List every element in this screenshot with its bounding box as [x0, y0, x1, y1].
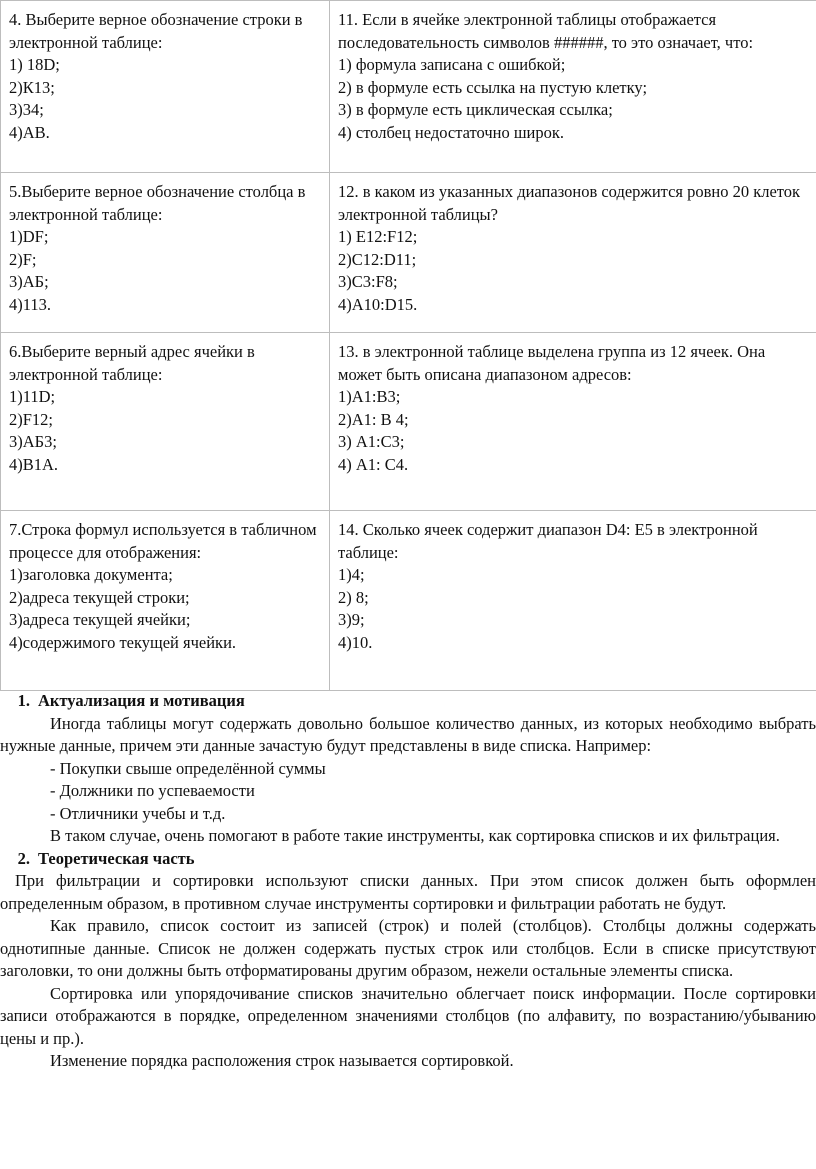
answer-option: 3) в формуле есть циклическая ссылка; — [338, 100, 613, 119]
answer-option: 2)К13; — [9, 77, 55, 97]
question-cell — [1, 1, 330, 173]
answer-option: 1) Е12:F12; — [338, 227, 418, 246]
answer-option: 1) 18D; — [9, 55, 60, 74]
section-number: 1. — [17, 691, 30, 710]
answer-option: 1)DF; — [9, 227, 49, 246]
section-heading — [0, 690, 816, 713]
answer-option: 4)А10:D15. — [338, 294, 418, 314]
answer-option: 3)34; — [9, 100, 44, 119]
list-item: - Отличники учебы и т.д. — [50, 803, 226, 823]
paragraph: При фильтрации и сортировки используют списки данных. При этом список должен быть оформлен определенным образом, в противном случае инструменты сортировки и фильтрации работать не будут. — [0, 871, 816, 913]
question-text: 5.Выберите верное обозначение столбца в электронной таблице: — [9, 182, 306, 224]
question-text: 6.Выберите верный адрес ячейки в электронной таблице: — [9, 342, 255, 384]
paragraph: Сортировка или упорядочивание списков значительно облегчает поиск информации. После сортировки записи отображаются в порядке, определенном значениями столбцов (по алфавиту, по возрастанию/убыванию цены и пр.). — [0, 983, 816, 1048]
answer-option: 1)4; — [338, 565, 365, 584]
table-row — [1, 511, 816, 691]
question-text: 13. в электронной таблице выделена группа из 12 ячеек. Она может быть описана диапазоном адресов: — [338, 342, 766, 384]
answer-option: 1) формула записана с ошибкой; — [338, 55, 566, 74]
question-text: 4. Выберите верное обозначение строки в электронной таблице: — [9, 10, 303, 52]
question-cell — [1, 333, 330, 511]
table-row — [1, 333, 816, 511]
section-title: Теоретическая часть — [38, 848, 195, 868]
answer-option: 1)А1:В3; — [338, 387, 401, 406]
answer-option: 1)заголовка документа; — [9, 565, 173, 584]
section-title: Актуализация и мотивация — [38, 691, 245, 710]
section-heading — [0, 848, 816, 871]
question-text: 7.Строка формул используется в табличном процессе для отображения: — [9, 520, 317, 562]
table-row — [1, 1, 816, 173]
answer-option: 2) в формуле есть ссылка на пустую клетку; — [338, 77, 648, 97]
answer-option: 2)адреса текущей строки; — [9, 587, 190, 607]
answer-option: 4) А1: С4. — [338, 454, 409, 474]
answer-option: 4) столбец недостаточно широк. — [338, 122, 565, 142]
list-item: - Покупки свыше определённой суммы — [50, 758, 326, 778]
question-text: 14. Сколько ячеек содержит диапазон D4: Е5 в электронной таблице: — [338, 520, 758, 562]
list-item: - Должники по успеваемости — [50, 781, 255, 800]
question-cell — [330, 333, 816, 511]
answer-option: 3)С3:F8; — [338, 272, 398, 291]
question-cell — [1, 511, 330, 691]
question-cell — [330, 1, 816, 173]
answer-option: 3)АБ; — [9, 272, 49, 291]
answer-option: 4)10. — [338, 632, 373, 652]
document-body — [0, 690, 816, 1073]
answer-option: 2)С12:D11; — [338, 249, 417, 269]
paragraph: Изменение порядка расположения строк называется сортировкой. — [50, 1051, 514, 1070]
paragraph: Как правило, список состоит из записей (строк) и полей (столбцов). Столбцы должны содержать однотипные данные. Список не должен содержать пустых строк или столбцов. Если в списке присутствуют заголовки, то они должны быть отформатированы другим образом, нежели остальные элементы списка. — [0, 916, 816, 980]
answer-option: 2)F12; — [9, 409, 54, 429]
paragraph: Иногда таблицы могут содержать довольно большое количество данных, из которых необходимо выбрать нужные данные, причем эти данные зачастую будут представлены в виде списка. Например: — [0, 713, 816, 755]
answer-option: 4)содержимого текущей ячейки. — [9, 632, 237, 652]
paragraph: В таком случае, очень помогают в работе такие инструменты, как сортировка списков и их фильтрация. — [50, 826, 780, 845]
question-text: 12. в каком из указанных диапазонов содержится ровно 20 клеток электронной таблицы? — [338, 182, 801, 224]
answer-option: 4)113. — [9, 294, 52, 314]
question-cell — [330, 511, 816, 691]
example-list — [0, 758, 816, 826]
answer-option: 2)F; — [9, 249, 37, 269]
answer-option: 2) 8; — [338, 587, 369, 607]
table-row — [1, 173, 816, 333]
answer-option: 4)АВ. — [9, 122, 50, 142]
answer-option: 4)В1А. — [9, 454, 59, 474]
answer-option: 3)9; — [338, 610, 365, 629]
answer-option: 1)11D; — [9, 387, 56, 406]
answer-option: 3)адреса текущей ячейки; — [9, 610, 191, 629]
question-cell — [1, 173, 330, 333]
question-cell — [330, 173, 816, 333]
answer-option: 3)АБ3; — [9, 432, 57, 451]
section-number: 2. — [17, 848, 30, 868]
answer-option: 2)А1: В 4; — [338, 409, 409, 429]
question-text: 11. Если в ячейке электронной таблицы отображается последовательность символов ######, то это означает, что: — [338, 10, 754, 52]
answer-option: 3) А1:С3; — [338, 432, 405, 451]
